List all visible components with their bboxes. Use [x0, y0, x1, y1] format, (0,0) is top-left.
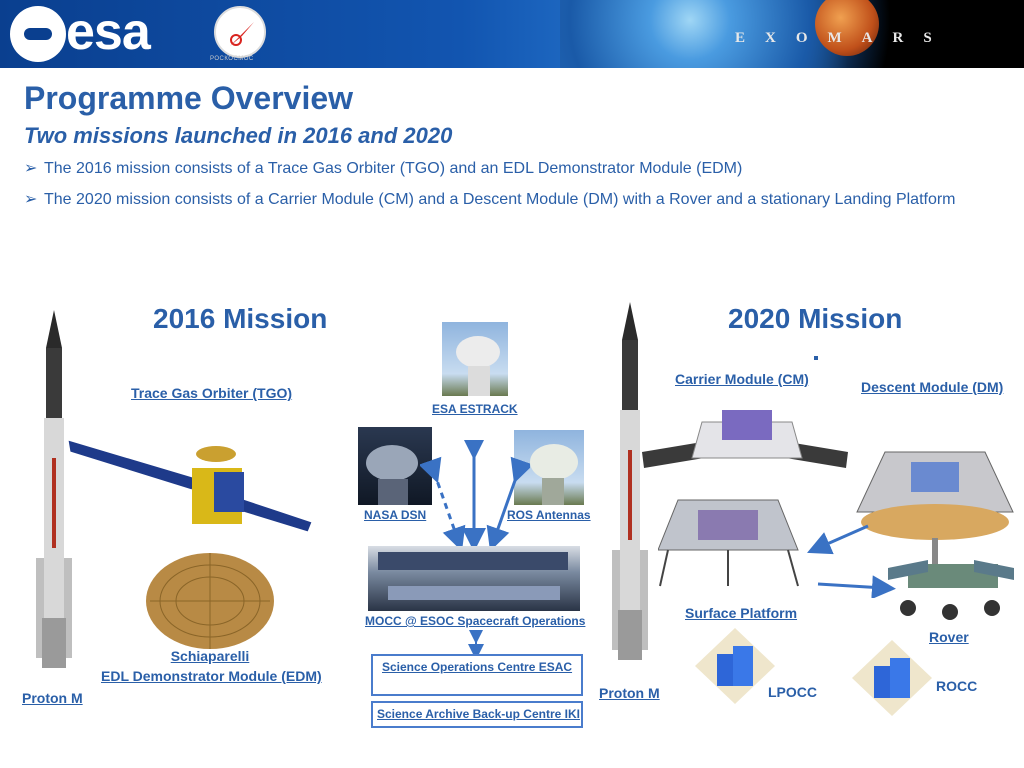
nasa-dsn-label[interactable]: NASA DSN [364, 508, 427, 522]
bullet-arrow-icon: ➢ [24, 160, 38, 177]
soc-label[interactable]: Science Operations Centre ESAC [382, 660, 573, 674]
archive-label[interactable]: Science Archive Back-up Centre IKI [377, 707, 580, 721]
schiaparelli-edm-image [140, 545, 280, 655]
ground-arrows [420, 440, 530, 550]
tgo-label[interactable]: Trace Gas Orbiter (TGO) [131, 385, 293, 401]
exomars-banner [560, 0, 1024, 68]
exomars-banner-text: EXOMARS [735, 30, 952, 46]
header-banner [0, 0, 1024, 68]
mocc-label[interactable]: MOCC @ ESOC Spacecraft Operations [365, 614, 586, 628]
descent-module-label[interactable]: Descent Module (DM) [861, 379, 1004, 395]
proton-rocket-right-image [600, 300, 660, 680]
lpocc-building-icon [695, 628, 775, 704]
estrack-antenna-image [442, 322, 508, 396]
bullet-2020-mission [24, 190, 956, 210]
rocc-label: ROCC [936, 678, 978, 694]
carrier-module-label[interactable]: Carrier Module (CM) [675, 371, 809, 387]
bullet-text: The 2016 mission consists of a Trace Gas Orbiter (TGO) and an EDL Demonstrator Module (EDM) [44, 160, 743, 177]
esa-logo-text: esa [66, 3, 150, 61]
esa-logo-icon [10, 6, 66, 62]
surface-platform-image [658, 490, 803, 590]
carrier-module-image [642, 402, 848, 478]
mars-planet-icon [815, 0, 879, 56]
bullet-arrow-icon: ➢ [24, 191, 38, 208]
schiaparelli-label[interactable]: Schiaparelli [170, 648, 250, 664]
surface-platform-label[interactable]: Surface Platform [685, 605, 798, 621]
page-subtitle: Two missions launched in 2016 and 2020 [24, 123, 453, 148]
lpocc-label: LPOCC [768, 684, 817, 700]
bullet-text: The 2020 mission consists of a Carrier Module (CM) and a Descent Module (DM) with a Rover and a stationary Landing Platform [44, 191, 956, 208]
rover-image [888, 538, 1014, 622]
roscosmos-logo-icon [214, 6, 266, 58]
proton-m-left-label[interactable]: Proton M [22, 690, 83, 706]
rover-label[interactable]: Rover [929, 629, 969, 645]
ros-antennas-label[interactable]: ROS Antennas [507, 508, 591, 522]
page-title: Programme Overview [24, 80, 354, 116]
mission-2016-title: 2016 Mission [153, 303, 328, 334]
decorative-dot [814, 356, 818, 360]
estrack-label[interactable]: ESA ESTRACK [432, 402, 518, 416]
edm-label[interactable]: EDL Demonstrator Module (EDM) [101, 668, 322, 684]
bullet-2016-mission [24, 159, 743, 179]
mission-2020-title: 2020 Mission [728, 303, 903, 334]
proton-m-right-label[interactable]: Proton M [599, 685, 660, 701]
mocc-control-room-image [368, 546, 580, 611]
roscosmos-logo-text: РОСКОСМОС [210, 56, 254, 62]
dm-arrows [806, 518, 896, 598]
tgo-spacecraft-image [68, 432, 314, 540]
rocc-building-icon [852, 640, 932, 716]
